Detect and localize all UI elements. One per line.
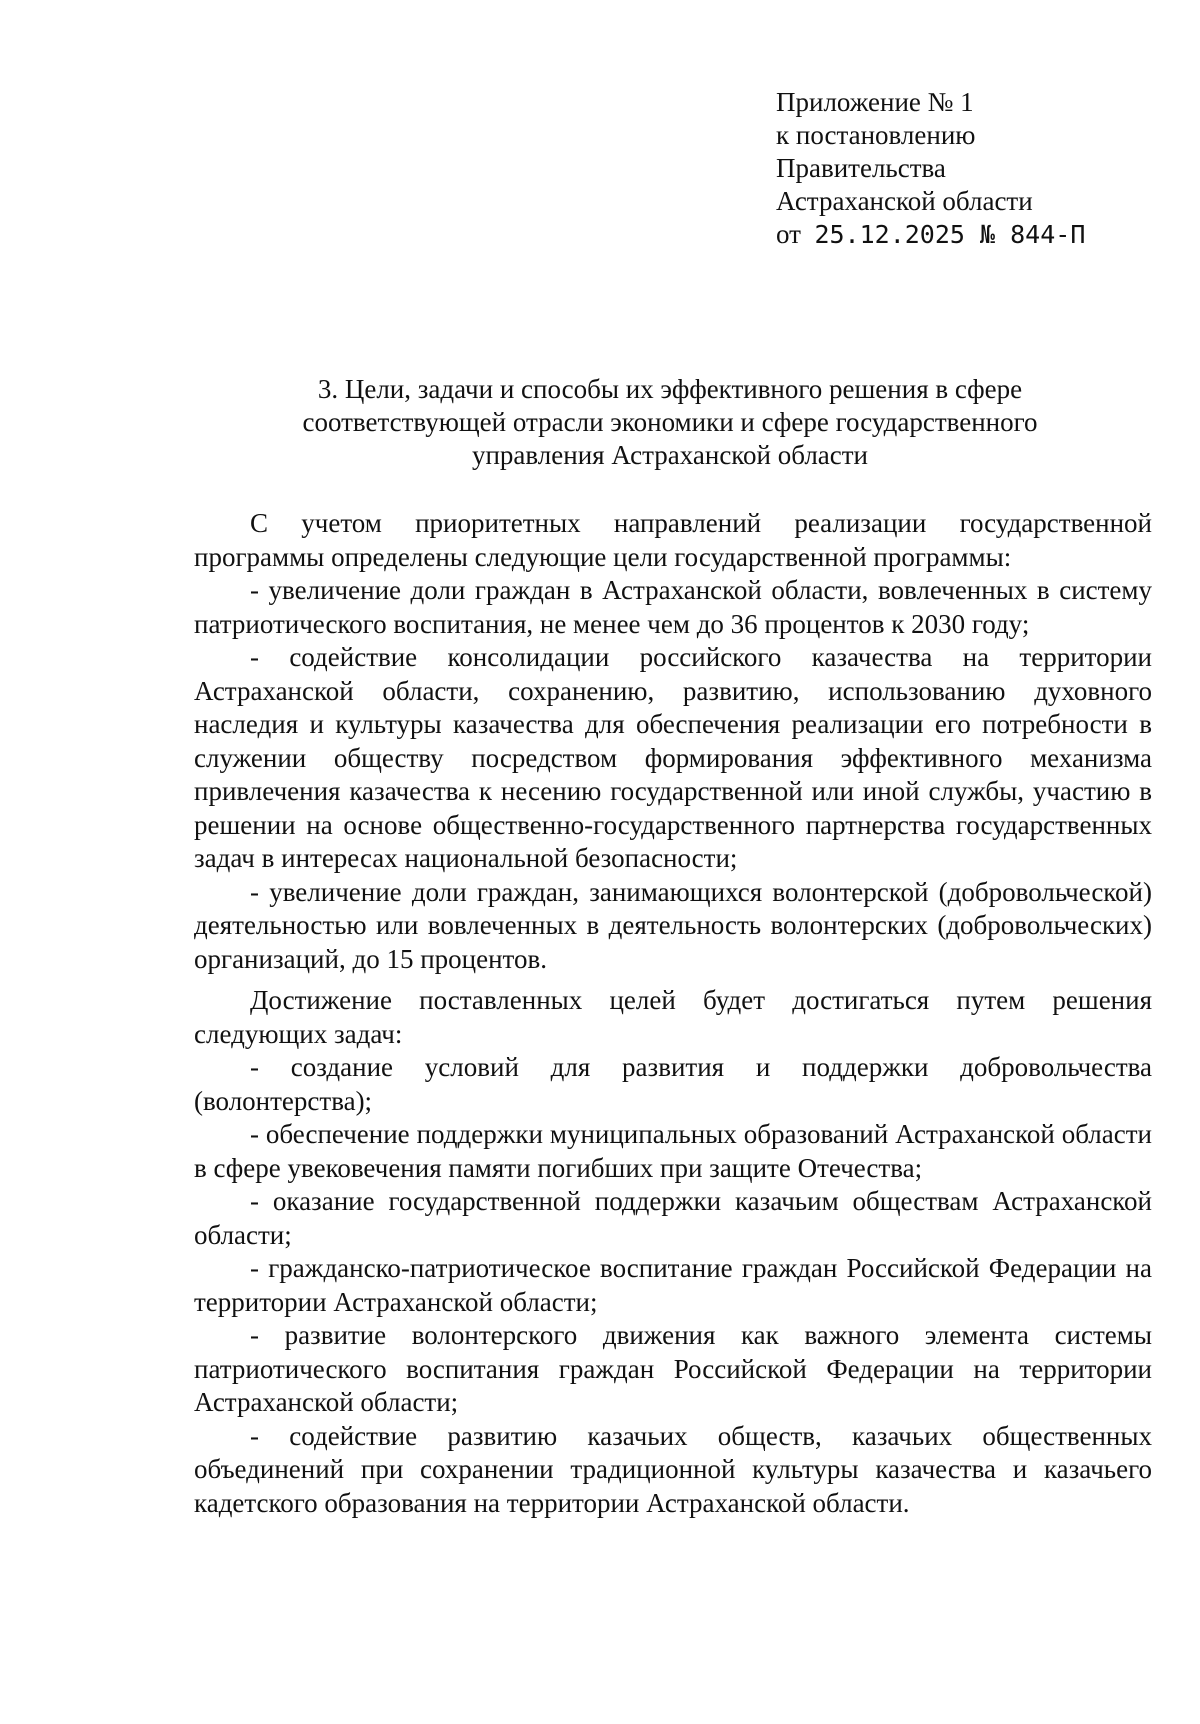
paragraph-task-memorial: - обеспечение поддержки муниципальных образований Астраханской области в сфере увековечения памяти погибших при защите Отечества; xyxy=(194,1119,1152,1183)
paragraph-intro: С учетом приоритетных направлений реализации государственной программы определены следующие цели государственной программы: xyxy=(194,508,1152,572)
paragraph-goal-cossacks: - содействие консолидации российского казачества на территории Астраханской области, сохранению, развитию, использованию духовного наследия и культуры казачества для обеспечения реализации его потребности в служении обществу посредством формирования эффективного механизма привлечения казачества к несению государственной или иной службы, участию в решении на основе общественно-государственного партнерства государственных задач в интересах национальной безопасности; xyxy=(194,642,1152,873)
paragraph-task-volunteer-movement: - развитие волонтерского движения как важного элемента системы патриотического воспитания граждан Российской Федерации на территории Астраханской области; xyxy=(194,1320,1152,1417)
paragraph-goal-patriotic: - увеличение доли граждан в Астраханской области, вовлеченных в систему патриотического воспитания, не менее чем до 36 процентов к 2030 году; xyxy=(194,575,1152,639)
appendix-block xyxy=(776,86,1156,251)
section-heading xyxy=(190,373,1150,472)
appendix-government: Правительства xyxy=(776,153,946,183)
paragraph-task-cossack-support: - оказание государственной поддержки казачьим обществам Астраханской области; xyxy=(194,1186,1152,1250)
paragraph-task-cossack-societies: - содействие развитию казачьих обществ, казачьих общественных объединений при сохранении традиционной культуры казачества и казачьего кадетского образования на территории Астраханской области. xyxy=(194,1420,1152,1518)
paragraph-task-civic-education: - гражданско-патриотическое воспитание граждан Российской Федерации на территории Астраханской области; xyxy=(194,1253,1152,1317)
appendix-number: Приложение № 1 xyxy=(776,87,974,117)
appendix-to-resolution: к постановлению xyxy=(776,120,976,150)
appendix-region: Астраханской области xyxy=(776,186,1033,216)
appendix-date-line xyxy=(776,218,1156,251)
paragraph-goal-volunteers: - увеличение доли граждан, занимающихся волонтерской (добровольческой) деятельностью или вовлеченных в деятельность волонтерских (добровольческих) организаций, до 15 процентов. xyxy=(194,876,1152,974)
date-number-stamp: 25.12.2025 № 844-П xyxy=(814,220,1086,249)
paragraph-task-volunteering: - создание условий для развития и поддержки добровольчества (волонтерства); xyxy=(194,1052,1152,1116)
heading-line-2: соответствующей отрасли экономики и сфере государственного xyxy=(302,407,1038,437)
paragraph-tasks-intro: Достижение поставленных целей будет достигаться путем решения следующих задач: xyxy=(194,985,1152,1049)
heading-line-3: управления Астраханской области xyxy=(471,440,869,470)
document-body xyxy=(194,507,1152,1520)
date-prefix: от xyxy=(776,219,801,249)
heading-line-1: 3. Цели, задачи и способы их эффективного решения в сфере xyxy=(317,374,1023,404)
